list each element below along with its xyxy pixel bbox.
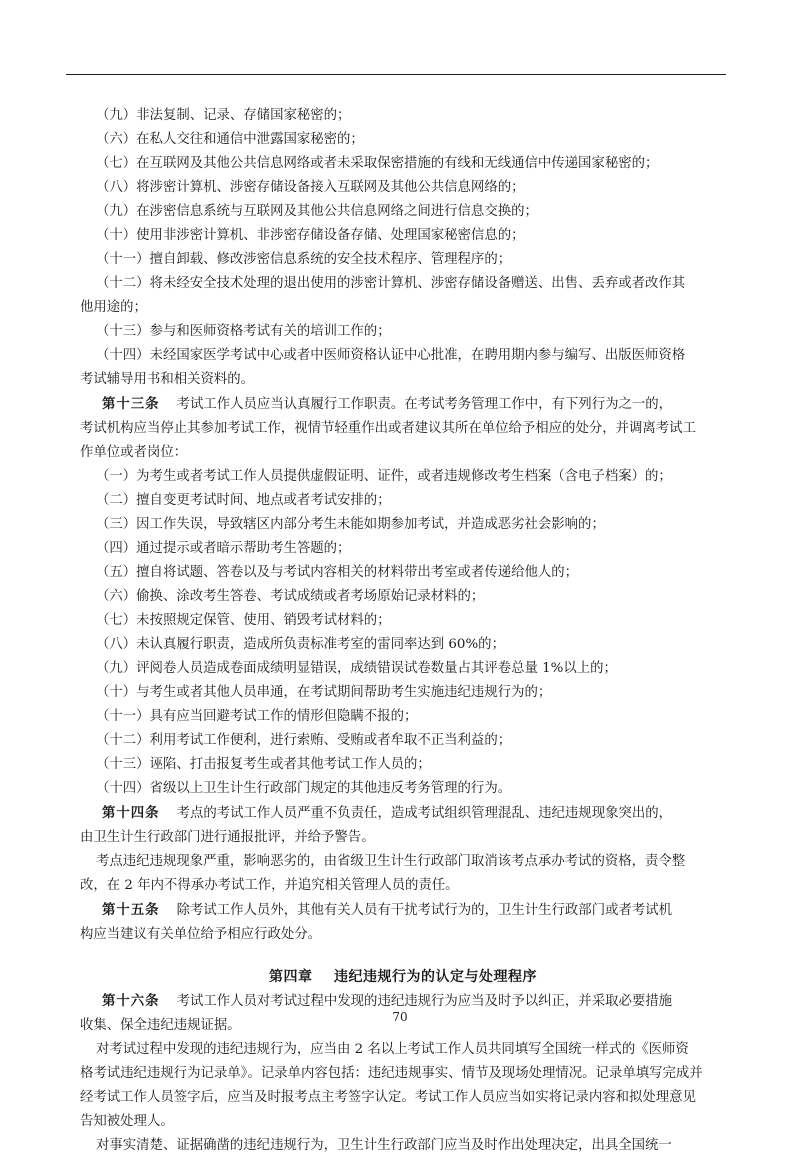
- list-item: （七）未按照规定保管、使用、销毁考试材料的；: [96, 613, 391, 628]
- article-line: 构应当建议有关单位给予相应行政处分。: [80, 927, 322, 942]
- list-item: （十二）将未经安全技术处理的退出使用的涉密计算机、涉密存储设备赠送、出售、丢弃或者改作其: [96, 276, 686, 291]
- list-item: （六）偷换、涂改考生答卷、考试成绩或者考场原始记录材料的；: [96, 589, 485, 604]
- article-label: 第十六条: [102, 993, 160, 1009]
- article-label: 第十五条: [102, 902, 160, 918]
- list-item: （九）在涉密信息系统与互联网及其他公共信息网络之间进行信息交换的；: [96, 204, 538, 219]
- article-text: 考试工作人员对考试过程中发现的违纪违规行为应当及时予以纠正，并采取必要措施: [176, 994, 673, 1009]
- list-item: （八）将涉密计算机、涉密存储设备接入互联网及其他公共信息网络的；: [96, 180, 525, 195]
- list-item: （一）为考生或者考试工作人员提供虚假证明、证件，或者违规修改考生档案（含电子档案）的；: [96, 469, 672, 484]
- article-15: [80, 898, 726, 923]
- list-item: （十三）诬陷、打击报复考生或者其他考试工作人员的；: [96, 757, 431, 772]
- list-item: （十四）省级以上卫生计生行政部门规定的其他违反考务管理的行为。: [96, 781, 512, 796]
- article-line: 作单位或者岗位：: [80, 445, 188, 460]
- article-line: 由卫生计生行政部门进行通报批评，并给予警告。: [80, 830, 375, 845]
- list-item: （十）与考生或者其他人员串通，在考试期间帮助考生实施违纪违规行为的；: [96, 685, 552, 700]
- chapter-heading: [80, 965, 726, 989]
- paragraph-line: 经考试工作人员签字后，应当及时报考点主考签字认定。考试工作人员应当如实将记录内容和拟处理意见: [80, 1090, 696, 1105]
- list-item: （二）擅自变更考试时间、地点或者考试安排的；: [96, 493, 391, 508]
- list-item-continuation: 他用途的；: [80, 300, 147, 315]
- paragraph-line: 格考试违纪违规行为记录单》。记录单内容包括：违纪违规事实、情节及现场处理情况。记录单填写完成并: [80, 1066, 703, 1081]
- chapter-title: 违纪违规行为的认定与处理程序: [334, 969, 537, 985]
- paragraph-line: 考点违纪违规现象严重，影响恶劣的，由省级卫生计生行政部门取消该考点承办考试的资格，责令整: [96, 854, 686, 869]
- list-item: （四）通过提示或者暗示帮助考生答题的；: [96, 541, 351, 556]
- page-number: 70: [392, 1010, 408, 1024]
- paragraph-line: 改，在 2 年内不得承办考试工作，并追究相关管理人员的责任。: [80, 878, 459, 893]
- list-item: （十四）未经国家医学考试中心或者中医师资格认证中心批准，在聘用期内参与编写、出版医师资格: [96, 348, 686, 363]
- chapter-number: 第四章: [269, 969, 313, 985]
- article-text: 考试工作人员应当认真履行工作职责。在考试考务管理工作中，有下列行为之一的，: [176, 397, 673, 412]
- header-rule: [66, 74, 726, 75]
- article-14: [80, 801, 726, 826]
- paragraph-line: 告知被处理人。: [80, 1114, 174, 1129]
- paragraph-line: 对考试过程中发现的违纪违规行为，应当由 2 名以上考试工作人员共同填写全国统一样式的《医师资: [96, 1042, 689, 1057]
- article-text: 考点的考试工作人员严重不负责任，造成考试组织管理混乱、违纪违规现象突出的，: [176, 806, 673, 821]
- list-item: （十一）擅自卸载、修改涉密信息系统的安全技术程序、管理程序的；: [96, 252, 512, 267]
- list-item: （十二）利用考试工作便利，进行索贿、受贿或者牟取不正当利益的；: [96, 733, 512, 748]
- list-item: （八）未认真履行职责，造成所负责标准考室的雷同率达到 60%的；: [96, 637, 505, 652]
- list-item: （九）评阅卷人员造成卷面成绩明显错误，成绩错误试卷数量占其评卷总量 1%以上的；: [96, 661, 617, 676]
- article-line: 考试机构应当停止其参加考试工作，视情节轻重作出或者建议其所在单位给予相应的处分，并调离考试工: [80, 421, 696, 436]
- list-item: （五）擅自将试题、答卷以及与考试内容相关的材料带出考室或者传递给他人的；: [96, 565, 579, 580]
- list-item: （九）非法复制、记录、存储国家秘密的；: [96, 108, 351, 123]
- list-item: （十一）具有应当回避考试工作的情形但隐瞒不报的；: [96, 709, 418, 724]
- document-body: [80, 104, 726, 1158]
- paragraph-line: 对事实清楚、证据确凿的违纪违规行为，卫生计生行政部门应当及时作出处理决定，出具全国统一: [96, 1138, 672, 1153]
- article-13: [80, 392, 726, 417]
- list-item: （十三）参与和医师资格考试有关的培训工作的；: [96, 324, 391, 339]
- article-label: 第十三条: [102, 396, 160, 412]
- list-item: （十）使用非涉密计算机、非涉密存储设备存储、处理国家秘密信息的；: [96, 228, 525, 243]
- article-label: 第十四条: [102, 805, 160, 821]
- list-item: （七）在互联网及其他公共信息网络或者未采取保密措施的有线和无线通信中传递国家秘密的；: [96, 156, 659, 171]
- list-item: （六）在私人交往和通信中泄露国家秘密的；: [96, 132, 364, 147]
- list-item: （三）因工作失误，导致辖区内部分考生未能如期参加考试，并造成恶劣社会影响的；: [96, 517, 605, 532]
- article-line: 收集、保全违纪违规证据。: [80, 1018, 241, 1033]
- article-text: 除考试工作人员外，其他有关人员有干扰考试行为的，卫生计生行政部门或者考试机: [176, 903, 673, 918]
- list-item-continuation: 考试辅导用书和相关资料的。: [80, 372, 255, 387]
